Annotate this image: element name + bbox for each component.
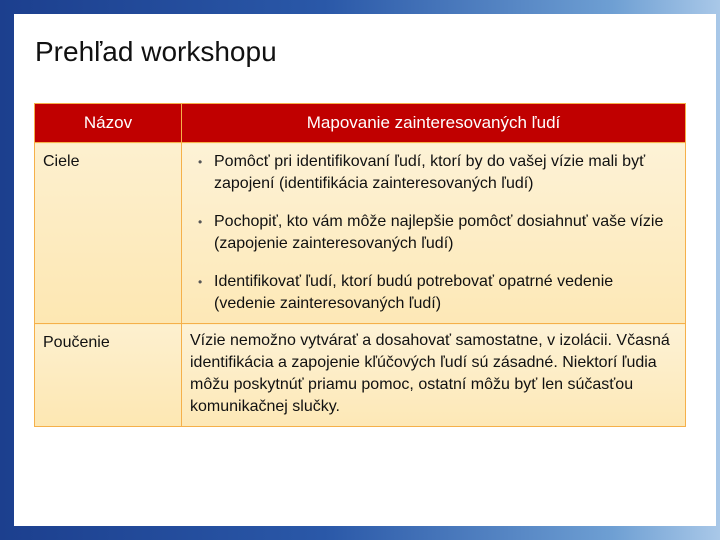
- goals-list: [192, 151, 677, 315]
- table-row-goals: [35, 143, 686, 324]
- table-header-row: [35, 104, 686, 143]
- goal-text: Pochopiť, kto vám môže najlepšie pomôcť dosiahnuť vaše vízie (zapojenie zainteresovaných ľudí): [214, 213, 664, 252]
- header-name: Názov: [35, 104, 182, 143]
- goal-text: Identifikovať ľudí, ktorí budú potrebovať opatrné vedenie (vedenie zainteresovaných ľudí): [214, 273, 614, 312]
- bullet-icon: •: [198, 275, 203, 289]
- goal-item: [192, 151, 677, 195]
- goal-item: [192, 211, 677, 255]
- bullet-icon: •: [198, 215, 203, 229]
- goals-cell: [182, 143, 686, 324]
- page-title: Prehľad workshopu: [35, 36, 277, 67]
- slide: [14, 14, 716, 526]
- goal-item: [192, 271, 677, 315]
- lesson-label: Poučenie: [35, 324, 182, 427]
- lesson-text: Vízie nemožno vytvárať a dosahovať samostatne, v izolácii. Včasná identifikácia a zapojenie kľúčových ľudí sú zásadné. Niektorí ľudia môžu poskytnúť priamu pomoc, ostatní môžu byť len súčasťou komunikačnej slučky.: [182, 324, 686, 427]
- workshop-overview-table: [34, 103, 686, 427]
- header-topic: Mapovanie zainteresovaných ľudí: [182, 104, 686, 143]
- goals-label: Ciele: [35, 143, 182, 324]
- goal-text: Pomôcť pri identifikovaní ľudí, ktorí by do vašej vízie mali byť zapojení (identifikácia zainteresovaných ľudí): [214, 153, 646, 192]
- bullet-icon: •: [198, 155, 203, 169]
- table-row-lesson: [35, 324, 686, 427]
